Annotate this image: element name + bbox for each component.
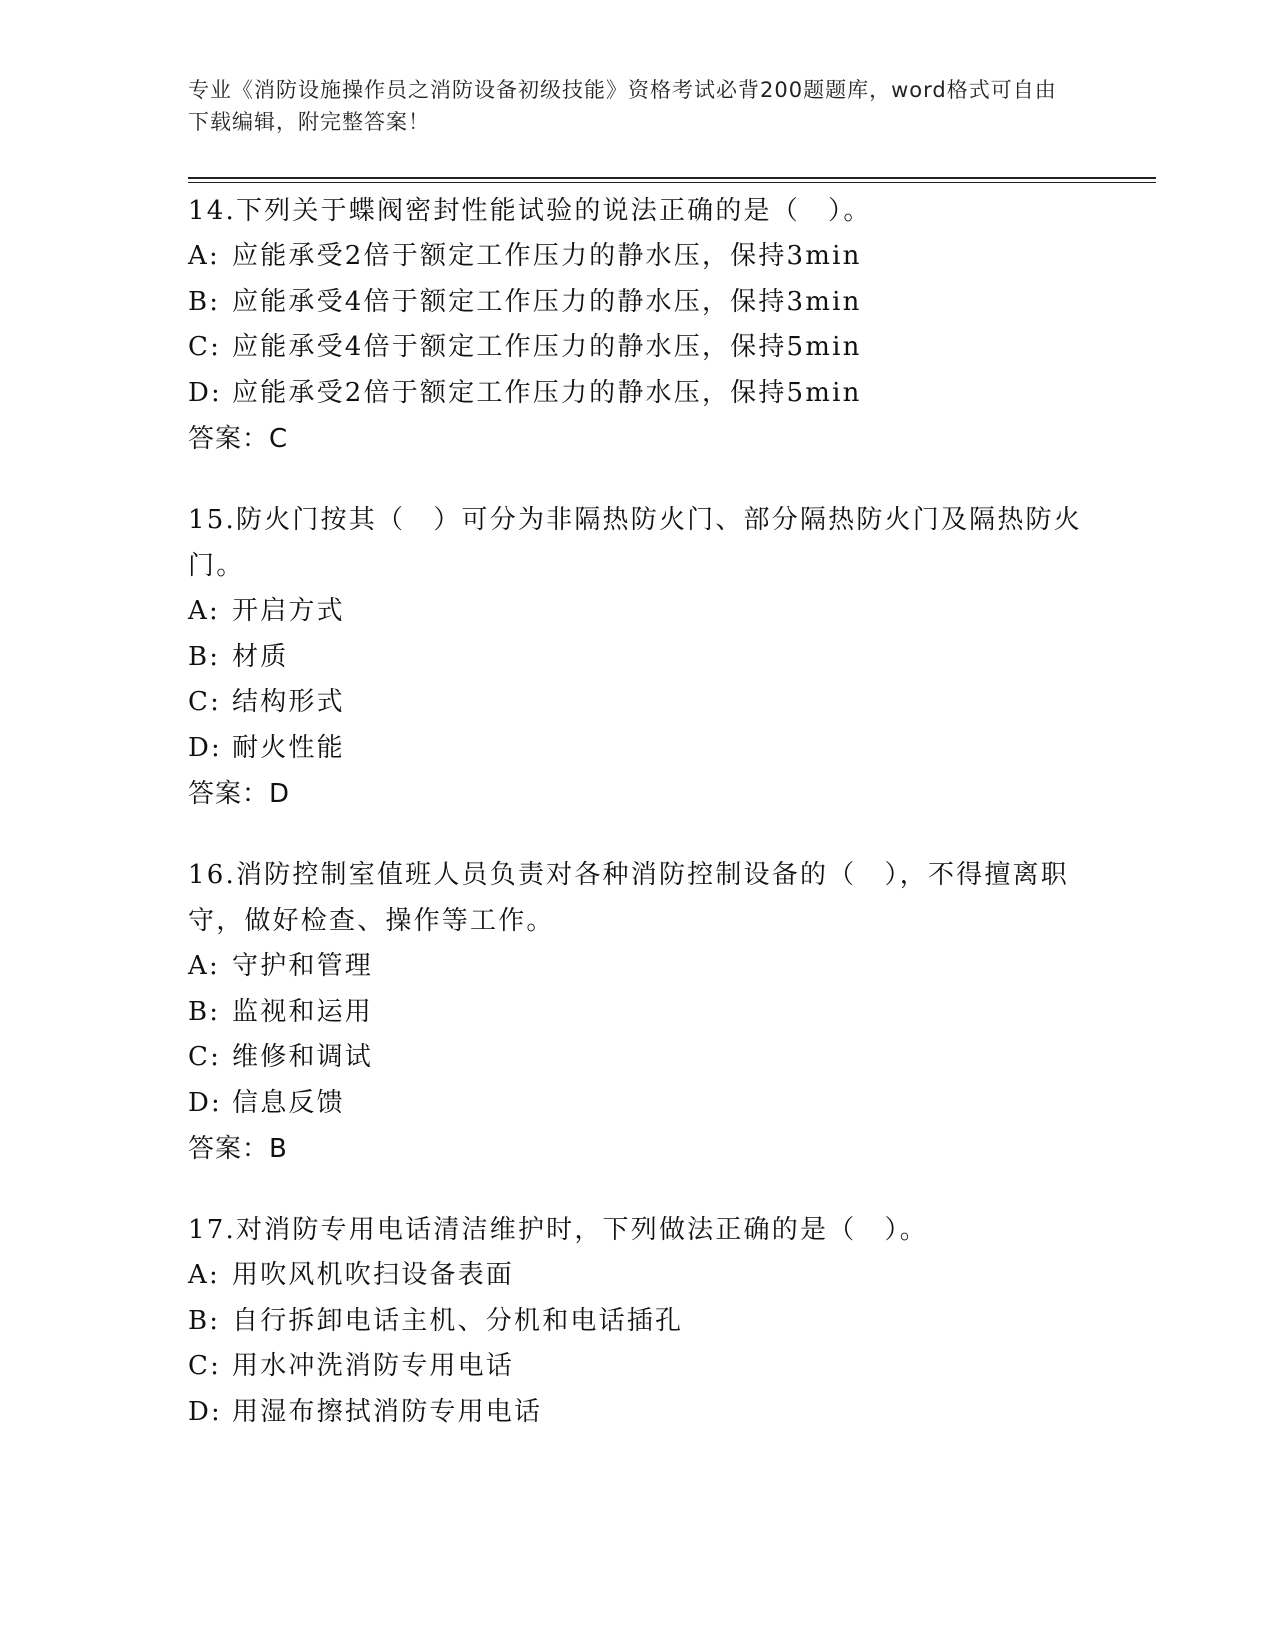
option-letter: D: bbox=[188, 1087, 223, 1118]
option-c bbox=[188, 325, 1088, 371]
option-letter: C: bbox=[188, 1042, 222, 1072]
option-c bbox=[188, 1035, 1088, 1081]
question-15 bbox=[188, 497, 1088, 817]
question-list bbox=[188, 188, 1088, 1470]
option-letter: D: bbox=[188, 377, 223, 408]
option-letter: B: bbox=[188, 286, 221, 317]
option-b bbox=[188, 990, 1088, 1036]
option-letter: A: bbox=[188, 241, 220, 271]
option-text: 应能承受2倍于额定工作压力的静水压，保持5min bbox=[232, 377, 862, 408]
option-d bbox=[188, 726, 1088, 772]
question-stem: 16.消防控制室值班人员负责对各种消防控制设备的（ ），不得擅离职守，做好检查、操作等工作。 bbox=[188, 860, 1069, 936]
option-text: 监视和运用 bbox=[232, 996, 374, 1027]
option-letter: B: bbox=[188, 1305, 221, 1336]
option-text: 守护和管理 bbox=[232, 951, 374, 981]
option-letter: C: bbox=[188, 687, 222, 717]
question-stem: 15.防火门按其（ ）可分为非隔热防火门、部分隔热防火门及隔热防火门。 bbox=[188, 505, 1082, 581]
question-14 bbox=[188, 188, 1088, 462]
option-letter: C: bbox=[188, 332, 222, 362]
option-b bbox=[188, 280, 1088, 326]
answer-line: 答案：B bbox=[188, 1134, 288, 1164]
option-letter: A: bbox=[188, 951, 220, 981]
option-letter: B: bbox=[188, 996, 221, 1027]
question-16 bbox=[188, 852, 1088, 1172]
option-text: 应能承受4倍于额定工作压力的静水压，保持3min bbox=[232, 286, 862, 317]
option-text: 应能承受4倍于额定工作压力的静水压，保持5min bbox=[232, 332, 862, 362]
option-letter: D: bbox=[188, 732, 223, 763]
header-divider-thick bbox=[188, 177, 1156, 179]
option-text: 结构形式 bbox=[232, 687, 345, 717]
option-text: 信息反馈 bbox=[232, 1087, 345, 1118]
answer-line: 答案：C bbox=[188, 424, 289, 454]
option-text: 开启方式 bbox=[232, 596, 345, 626]
option-text: 用水冲洗消防专用电话 bbox=[232, 1351, 515, 1381]
option-a bbox=[188, 589, 1088, 635]
option-text: 用湿布擦拭消防专用电话 bbox=[232, 1396, 543, 1427]
option-a bbox=[188, 1253, 1088, 1299]
option-text: 耐火性能 bbox=[232, 732, 345, 763]
question-stem: 14.下列关于蝶阀密封性能试验的说法正确的是（ ）。 bbox=[188, 196, 872, 226]
option-letter: A: bbox=[188, 1260, 220, 1290]
option-letter: D: bbox=[188, 1396, 223, 1427]
option-d bbox=[188, 371, 1088, 417]
document-header: 专业《消防设施操作员之消防设备初级技能》资格考试必背200题题库，word格式可自由下载编辑，附完整答案！ bbox=[188, 78, 1057, 134]
option-a bbox=[188, 944, 1088, 990]
option-a bbox=[188, 234, 1088, 280]
option-c bbox=[188, 680, 1088, 726]
option-letter: C: bbox=[188, 1351, 222, 1381]
question-stem: 17.对消防专用电话清洁维护时，下列做法正确的是（ ）。 bbox=[188, 1215, 928, 1245]
question-17 bbox=[188, 1207, 1088, 1435]
answer-line: 答案：D bbox=[188, 779, 291, 809]
header-divider-thin bbox=[188, 182, 1156, 183]
option-letter: A: bbox=[188, 596, 220, 626]
option-b bbox=[188, 635, 1088, 681]
option-d bbox=[188, 1390, 1088, 1436]
option-text: 自行拆卸电话主机、分机和电话插孔 bbox=[232, 1305, 684, 1336]
option-letter: B: bbox=[188, 641, 221, 672]
option-c bbox=[188, 1344, 1088, 1390]
option-d bbox=[188, 1081, 1088, 1127]
option-b bbox=[188, 1299, 1088, 1345]
option-text: 用吹风机吹扫设备表面 bbox=[232, 1260, 515, 1290]
option-text: 维修和调试 bbox=[232, 1042, 374, 1072]
option-text: 材质 bbox=[232, 641, 289, 672]
option-text: 应能承受2倍于额定工作压力的静水压，保持3min bbox=[232, 241, 862, 271]
